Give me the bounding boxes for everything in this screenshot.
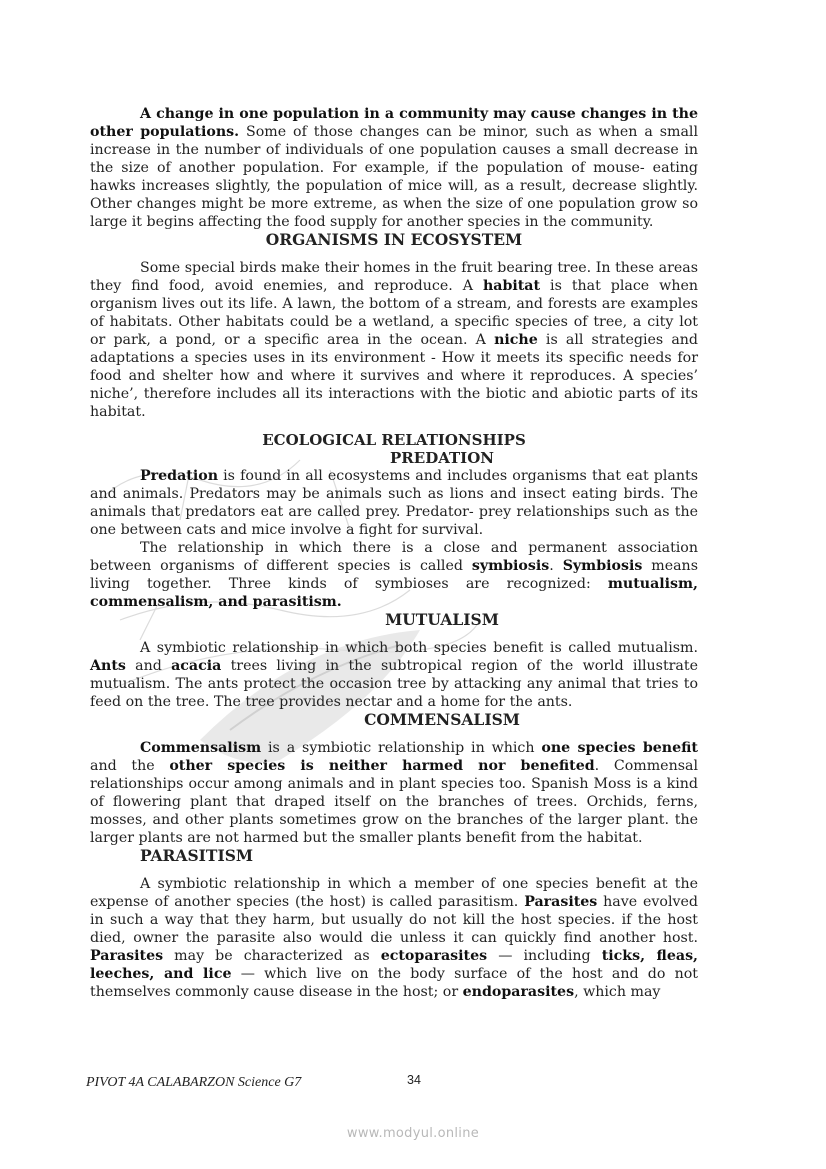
text-run: and the	[90, 758, 170, 774]
text-run: is all strategies and adaptations a species uses in its environment - How it meets its specific needs for food and shelter how and where it survives and where it reproduces. A species’ niche’, therefore includes all its interactions with the biotic and abiotic parts of its habitat.	[90, 332, 699, 420]
term-ants: Ants	[90, 658, 126, 674]
text-run: . Commensal relationships occur among animals and in plant species too. Spanish Moss is a kind of flowering plant that draped itself on the branches of trees. Orchids, ferns, mosses, and other plants sometimes grow on the branches of the larger plant. the larger plants are not harmed but the smaller plants benefit from the habitat.	[90, 758, 698, 846]
term-parasites: Parasites	[524, 894, 598, 910]
term-parasites: Parasites	[90, 948, 164, 964]
mutualism-paragraph	[90, 639, 698, 711]
term-commensalism: Commensalism	[140, 740, 262, 756]
term-niche: niche	[494, 332, 538, 348]
term-predation: Predation	[140, 468, 219, 484]
predation-paragraph	[90, 467, 698, 539]
text-run: have evolved in such a way that they harm, but usually do not kill the host species. if the host died, owner the parasite also would die unless it can quickly find another host.	[90, 894, 699, 946]
term-ectoparasites: ectoparasites	[380, 948, 488, 964]
text-run: — which live on the body surface of the host and do not themselves commonly cause disease in the host; or	[90, 966, 698, 1000]
intro-text: Some of those changes can be minor, such as when a small increase in the number of individuals of one population causes a small decrease in the size of another population. For example, if the population of mouse- eating hawks increases slightly, the population of mice will, as a result, decrease slightly. Other changes might be more extreme, as when the size of one population grow so large it begins affecting the food supply for another species in the community.	[90, 124, 699, 230]
term-symbiosis-kinds: mutualism, commensalism, and parasitism.	[90, 576, 698, 610]
text-run: A symbiotic relationship in which both species benefit is called mutualism.	[140, 640, 698, 656]
heading-organisms-in-ecosystem: ORGANISMS IN ECOSYSTEM	[265, 230, 523, 249]
text-run: , which may	[574, 984, 661, 1000]
term-ticks-fleas: ticks, fleas, leeches, and lice	[90, 948, 698, 982]
text-run: is found in all ecosystems and includes organisms that eat plants and animals. Predators may be animals such as lions and insect eating birds. The animals that predators eat are called prey. Predator- prey relationships such as the one between cats and mice involve a fight for survival.	[90, 468, 698, 538]
term-neither-harmed: other species is neither harmed nor benefited	[169, 758, 595, 774]
text-run: Some special birds make their homes in the fruit bearing tree. In these areas they find food, avoid enemies, and reproduce. A	[90, 260, 698, 294]
text-run: and	[125, 658, 172, 674]
page-number: 34	[407, 1073, 421, 1087]
term-symbiosis: Symbiosis	[562, 558, 643, 574]
term-acacia: acacia	[171, 658, 222, 674]
text-run: trees living in the subtropical region of the world illustrate mutualism. The ants protect the occasion tree by attacking any animal that tries to feed on the tree. The tree provides nectar and a home for the ants.	[90, 658, 698, 710]
symbiosis-paragraph	[90, 539, 698, 611]
term-endoparasites: endoparasites	[462, 984, 575, 1000]
text-run: The relationship in which there is a close and permanent association between organisms of different species is called	[90, 540, 698, 574]
organisms-paragraph	[90, 259, 698, 421]
text-run: is that place when organism lives out its life. A lawn, the bottom of a stream, and forests are examples of habitats. Other habitats could be a wetland, a specific species of tree, a city lot or park, a pond, or a specific area in the ocean. A	[90, 278, 698, 348]
footer-title: PIVOT 4A CALABARZON Science G7	[86, 1075, 302, 1090]
term-habitat: habitat	[482, 278, 541, 294]
text-run: means living together. Three kinds of symbioses are recognized:	[90, 558, 698, 592]
text-run: — including	[487, 948, 602, 964]
text-run: may be characterized as	[163, 948, 381, 964]
text-run: .	[549, 558, 563, 574]
parasitism-paragraph	[90, 875, 698, 1001]
intro-paragraph	[90, 105, 698, 231]
text-run: A symbiotic relationship in which a member of one species benefit at the expense of another species (the host) is called parasitism.	[90, 876, 698, 910]
text-run: is a symbiotic relationship in which	[261, 740, 542, 756]
document-body	[90, 105, 698, 1001]
heading-predation: PREDATION	[390, 449, 494, 467]
heading-mutualism: MUTUALISM	[385, 610, 499, 629]
heading-parasitism: PARASITISM	[140, 846, 254, 865]
heading-commensalism: COMMENSALISM	[364, 710, 520, 729]
term-symbiosis: symbiosis	[471, 558, 550, 574]
heading-ecological-relationships: ECOLOGICAL RELATIONSHIPS	[262, 431, 526, 449]
commensalism-paragraph	[90, 739, 698, 847]
site-watermark-link: www.modyul.online	[346, 1126, 480, 1141]
term-one-species-benefit: one species benefit	[541, 740, 698, 756]
intro-bold-lead: A change in one population in a community may cause changes in the other populations.	[90, 106, 698, 140]
